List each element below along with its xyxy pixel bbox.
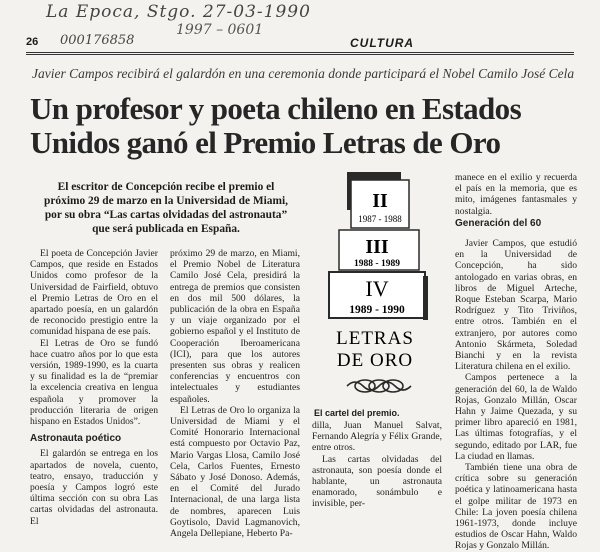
poster-tier-iv-roman: IV (365, 276, 389, 301)
paragraph: Campos pertenece a la generación del 60, la de Waldo Rojas, Gonzalo Millán, Oscar Hahn y Jaime Quezada, y su primer libro apareció en 1981, Las últimas fotografías, y el segundo, editado por LAR, fue La ciudad en llamas. (455, 372, 577, 462)
handwritten-code: 1997 – 0601 (176, 22, 264, 38)
article-column-4 (455, 172, 577, 217)
paragraph: dilla, Juan Manuel Salvat, Fernando Alegría y Félix Grande, entre otros. (312, 420, 442, 454)
page-number: 26 (26, 36, 39, 48)
poster-tier-ii-years: 1987 - 1988 (358, 214, 402, 224)
poster-logo-line-1: LETRAS (336, 328, 414, 349)
article-headline: Un profesor y poeta chileno en Estados Unidos ganó el Premio Letras de Oro (30, 91, 522, 160)
header-rule (26, 52, 574, 53)
paragraph: Las cartas olvidadas del astronauta, son poesía donde el hablante, un astronauta enamorado, sonámbulo e invisible, per- (312, 453, 442, 510)
paragraph: El galardón se entrega en los apartados de novela, cuento, teatro, ensayo, traducción y poesía y Campos logró este última sección con su obra Las cartas olvidadas del astronauta. El (30, 448, 158, 527)
poster-tier-ii-roman: II (372, 190, 388, 212)
paragraph: Javier Campos, que estudió en la Universidad de Concepción, ha sido antologado en varias obras, en libros de Miguel Arteche, Roque Esteban Scarpa, Mario Rodríguez y Tito Triviños, entre otros. También en el extranjero, por autores como Antonio Skármeta, Soledad Bianchi y en la revista Literatura chilena en el exilio. (455, 238, 577, 373)
subhead-astronauta: Astronauta poético (30, 433, 122, 445)
poster-logo-line-2: DE ORO (336, 350, 414, 371)
paragraph: próximo 29 de marzo, en Miami, el Premio Nobel de Literatura Camilo José Cela, presidirá la entrega de premios que consisten en dos mil 500 dólares, la publicación de la obra en España y un viaje organizado por el gobierno español y el Instituto de Cooperación Iberoamericana (ICI), para que los autores presenten sus obras y realicen conferencias y encuentros con intelectuales y estudiantes españoles. (170, 248, 300, 405)
article-deck: El escritor de Concepción recibe el premio el próximo 29 de marzo en la Universidad de Miami, por su obra “Las cartas olvidadas del astronauta” que será publicada en España. (44, 181, 288, 235)
header-rule-double (26, 54, 574, 55)
poster-ornament-icon (347, 380, 411, 392)
paragraph: También tiene una obra de crítica sobre su generación poética y latinoamericana hasta el golpe militar de 1973 en Chile: La joven poesía chilena 1961-1973, donde incluye estudios de Oscar Hahn, Waldo Rojas y Gonzalo Millán. (455, 462, 577, 552)
poster-tier-iv-years: 1989 - 1990 (349, 304, 405, 316)
article-column-1 (30, 248, 158, 527)
paragraph: El Letras de Oro se fundó hace cuatro años por lo que esta versión, 1989-1990, es la cuarta y su finalidad es la de “premiar la excelencia creativa en lengua española y promover la producción literaria de origen hispano en Estados Unidos”. (30, 337, 158, 428)
poster-caption: El cartel del premio. (314, 408, 400, 418)
poster-tier-iii-roman: III (365, 236, 389, 258)
article-kicker: Javier Campos recibirá el galardón en una ceremonia donde participará el Nobel Camilo José Cela (32, 66, 575, 81)
paragraph: manece en el exilio y recuerda el país en la memoria, que es mito, imágenes fantasmales y nostalgia. (455, 172, 577, 217)
article-column-3 (312, 420, 442, 510)
section-label: CULTURA (350, 36, 415, 50)
letras-de-oro-poster (325, 172, 445, 404)
paragraph: El Letras de Oro lo organiza la Universidad de Miami y el Comité Honorario Internacional está compuesto por Octavio Paz, Mario Vargas Llosa, Camilo José Cela, Carlos Fuentes, Ernesto Sábato y José Donoso. Además, en el Comité del Jurado Internacional, de una larga lista de nombres, aparecen Luis Goytisolo, David Lagmanovich, Angela Dellepiane, Heberto Pa- (170, 404, 300, 540)
subhead-generacion: Generación del 60 (455, 218, 542, 229)
poster-tier-iv-shadow (423, 276, 428, 320)
poster-tier-iii-years: 1988 - 1989 (354, 259, 400, 269)
article-column-4-continued (455, 238, 577, 552)
clip-id: 000176858 (60, 33, 135, 48)
article-column-2 (170, 248, 300, 539)
paragraph: El poeta de Concepción Javier Campos, que reside en Estados Unidos como profesor de la Universidad de Fairfield, obtuvo el Premio Letras de Oro en el apartado poesía, en un galardón de reconocido prestigio entre la comunidad hispana de ese país. (30, 248, 158, 338)
handwritten-source-note: La Epoca, Stgo. 27-03-1990 (46, 2, 311, 22)
